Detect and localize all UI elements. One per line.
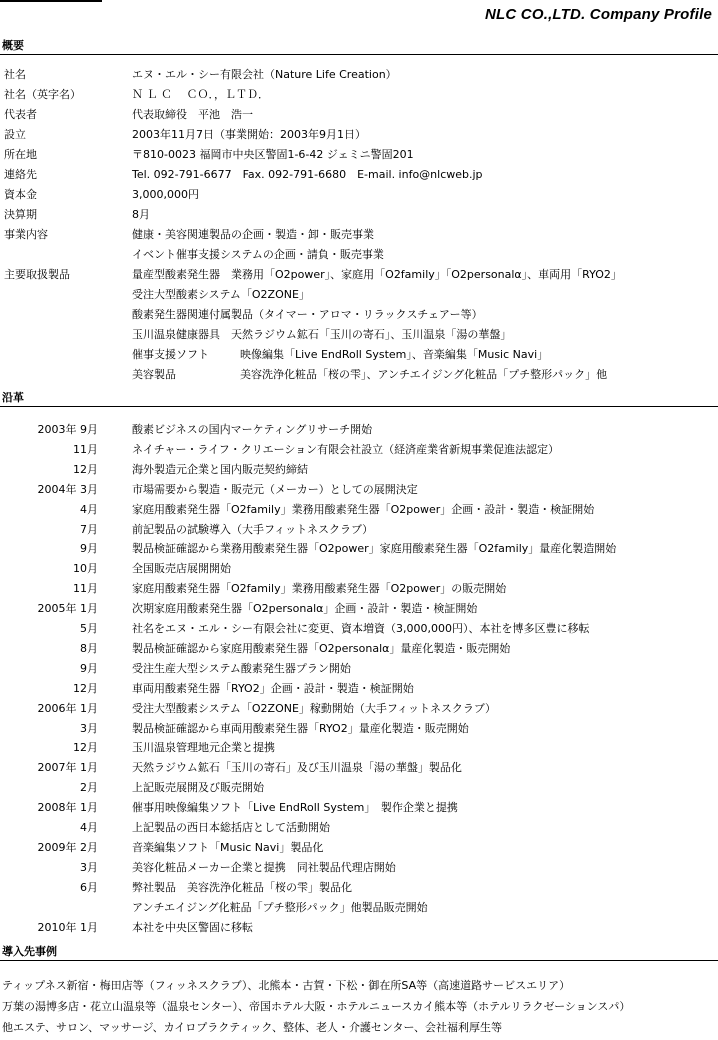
history-event: 酸素ビジネスの国内マーケティングリサーチ開始	[132, 423, 373, 436]
history-date: 8月	[80, 641, 98, 655]
history-event: アンチエイジング化粧品「プチ整形パック」他製品販売開始	[132, 900, 428, 914]
history-row	[0, 838, 718, 858]
case-line: ティップネス新宿・梅田店等（フィッネスクラブ）、北熊本・古賀・下松・御在所SA等（高速道路サービスエリア）	[2, 979, 571, 992]
history-date: 12月	[73, 741, 98, 755]
overview-value: 3,000,000円	[132, 188, 199, 201]
overview-row	[0, 345, 718, 365]
history-row	[0, 818, 718, 838]
overview-row	[0, 365, 718, 385]
overview-value: 8月	[132, 208, 150, 221]
overview-rule	[0, 54, 718, 55]
overview-value: 2003年11月7日（事業開始：2003年9月1日）	[132, 128, 366, 141]
history-row	[0, 599, 718, 619]
product-category: 美容製品	[132, 368, 176, 381]
overview-row	[0, 185, 718, 205]
case-line: 他エステ、サロン、マッサージ、カイロプラクティック、整体、老人・介護センター、会社福利厚生等	[2, 1021, 503, 1034]
history-date: 2007年 1月	[37, 761, 98, 775]
history-event: 全国販売店展開開始	[132, 562, 231, 576]
history-event: 市場需要から製造・販売元（メーカー）としての展開決定	[132, 482, 418, 496]
overview-row	[0, 65, 718, 85]
overview-row	[0, 105, 718, 125]
product-detail: 映像編集「Live EndRoll System」、音楽編集「Music Navi」	[240, 348, 549, 361]
history-date: 9月	[80, 661, 98, 675]
history-event: 製品検証確認から家庭用酸素発生器「O2personalα」量産化製造・販売開始	[132, 641, 511, 655]
history-date: 6月	[80, 880, 98, 894]
history-date: 10月	[73, 562, 98, 576]
history-row	[0, 579, 718, 599]
overview-heading: 概要	[2, 39, 24, 52]
overview-label: 社名（英字名）	[4, 88, 81, 101]
history-date: 7月	[80, 522, 98, 536]
history-row	[0, 878, 718, 898]
overview-row	[0, 145, 718, 165]
history-row	[0, 659, 718, 679]
history-date: 12月	[73, 681, 98, 695]
history-event: 海外製造元企業と国内販売契約締結	[132, 462, 308, 476]
overview-value: 〒810-0023 福岡市中央区警固1-6-42 ジェミニ警固201	[132, 148, 414, 161]
history-event: ネイチャー・ライフ・クリエーション有限会社設立（経済産業省新規事業促進法認定）	[132, 442, 560, 456]
overview-label: 主要取扱製品	[4, 268, 70, 281]
case-line: 万葉の湯博多店・花立山温泉等（温泉センター）、帝国ホテル大阪・ホテルニュースカイ熊本等（ホテルリラクゼーションスパ）	[2, 1000, 631, 1013]
overview-label: 代表者	[4, 108, 37, 121]
overview-row	[0, 325, 718, 345]
history-event: 本社を中央区警固に移転	[132, 920, 253, 934]
history-event: 家庭用酸素発生器「O2family」業務用酸素発生器「O2power」の販売開始	[132, 582, 507, 596]
history-row	[0, 778, 718, 798]
history-row	[0, 480, 718, 500]
history-event: 製品検証確認から車両用酸素発生器「RYO2」量産化製造・販売開始	[132, 721, 469, 735]
overview-value: 受注大型酸素システム「O2ZONE」	[132, 288, 310, 301]
overview-row	[0, 305, 718, 325]
history-date: 2004年 3月	[37, 482, 98, 496]
history-date: 2月	[80, 781, 98, 795]
history-event: 受注生産大型システム酸素発生器プラン開始	[132, 661, 351, 675]
overview-label: 所在地	[4, 148, 37, 161]
history-date: 11月	[73, 442, 98, 456]
history-row	[0, 798, 718, 818]
overview-value: エヌ・エル・シー有限会社（Nature Life Creation）	[132, 68, 397, 81]
history-date: 2006年 1月	[37, 701, 98, 715]
history-event: 次期家庭用酸素発生器「O2personalα」企画・設計・製造・検証開始	[132, 602, 478, 616]
history-rule	[0, 406, 718, 407]
history-row	[0, 460, 718, 480]
overview-row	[0, 225, 718, 245]
overview-row	[0, 265, 718, 285]
history-event: 家庭用酸素発生器「O2family」業務用酸素発生器「O2power」企画・設計・製造・検証開始	[132, 502, 595, 516]
overview-value: 量産型酸素発生器 業務用「O2power」、家庭用「O2family」「O2personalα」、車両用「RYO2」	[132, 268, 622, 281]
overview-value: 健康・美容関連製品の企画・製造・卸・販売事業	[132, 228, 374, 241]
overview-label: 連絡先	[4, 168, 37, 181]
overview-row	[0, 85, 718, 105]
product-detail: 美容洗浄化粧品「桜の雫」、アンチエイジング化粧品「プチ整形パック」他	[240, 368, 608, 381]
history-row	[0, 639, 718, 659]
history-row	[0, 918, 718, 938]
history-event: 弊社製品 美容洗浄化粧品「桜の雫」製品化	[132, 880, 352, 894]
overview-row	[0, 165, 718, 185]
cases-rule	[0, 960, 718, 961]
overview-label: 社名	[4, 68, 26, 81]
history-event: 天然ラジウム鉱石「玉川の寄石」及び玉川温泉「湯の華盤」製品化	[132, 761, 462, 775]
history-row	[0, 758, 718, 778]
overview-label: 事業内容	[4, 228, 48, 241]
history-date: 3月	[80, 721, 98, 735]
history-date: 2003年 9月	[37, 423, 98, 436]
overview-row	[0, 125, 718, 145]
overview-value: 代表取締役 平池 浩一	[132, 108, 253, 121]
history-event: 製品検証確認から業務用酸素発生器「O2power」家庭用酸素発生器「O2family」量産化製造開始	[132, 542, 617, 556]
history-event: 社名をエヌ・エル・シー有限会社に変更、資本増資（3,000,000円）、本社を博多区豊に移転	[132, 622, 590, 635]
history-row	[0, 898, 718, 918]
history-event: 催事用映像編集ソフト「Live EndRoll System」 製作企業と提携	[132, 801, 458, 815]
overview-row	[0, 205, 718, 225]
history-date: 12月	[73, 462, 98, 476]
history-date: 5月	[80, 622, 98, 635]
history-date: 2008年 1月	[37, 801, 98, 815]
history-row	[0, 719, 718, 739]
overview-row	[0, 245, 718, 265]
top-left-rule	[0, 0, 102, 2]
history-row	[0, 420, 718, 440]
history-date: 2009年 2月	[37, 840, 98, 854]
history-event: 上記製品の西日本総括店として活動開始	[132, 821, 330, 834]
overview-label: 設立	[4, 128, 26, 141]
history-date: 2010年 1月	[37, 920, 98, 934]
product-category: 催事支援ソフト	[132, 348, 209, 361]
history-event: 音楽編集ソフト「Music Navi」製品化	[132, 840, 324, 854]
overview-value: Ｎ Ｌ Ｃ ＣＯ．，ＬＴＤ．	[132, 88, 269, 101]
history-event: 前記製品の試験導入（大手フィットネスクラブ）	[132, 522, 374, 536]
history-date: 9月	[80, 542, 98, 556]
history-row	[0, 500, 718, 520]
history-date: 11月	[73, 582, 98, 596]
history-date: 4月	[80, 502, 98, 516]
page-title: NLC CO.,LTD. Company Profile	[485, 6, 712, 23]
overview-value: Tel. 092-791-6677 Fax. 092-791-6680 E-mail. info@nlcweb.jp	[132, 168, 483, 181]
history-date: 4月	[80, 821, 98, 834]
history-row	[0, 559, 718, 579]
history-event: 受注大型酸素システム「O2ZONE」稼動開始（大手フィットネスクラブ）	[132, 701, 497, 715]
overview-value: 玉川温泉健康器具 天然ラジウム鉱石「玉川の寄石」、玉川温泉「湯の華盤」	[132, 328, 512, 341]
history-row	[0, 699, 718, 719]
overview-label: 資本金	[4, 188, 37, 201]
history-date: 2005年 1月	[37, 602, 98, 616]
history-row	[0, 440, 718, 460]
history-event: 美容化粧品メーカー企業と提携 同社製品代理店開始	[132, 860, 396, 874]
history-row	[0, 738, 718, 758]
overview-value: 酸素発生器関連付属製品（タイマー・アロマ・リラックスチェアー等）	[132, 308, 483, 321]
history-row	[0, 858, 718, 878]
overview-value: イベント催事支援システムの企画・請負・販売事業	[132, 248, 384, 261]
history-event: 玉川温泉管理地元企業と提携	[132, 741, 275, 755]
history-row	[0, 679, 718, 699]
overview-label: 決算期	[4, 208, 37, 221]
overview-row	[0, 285, 718, 305]
cases-heading: 導入先事例	[2, 945, 57, 958]
history-event: 上記販売展開及び販売開始	[132, 781, 264, 795]
history-row	[0, 619, 718, 639]
history-heading: 沿革	[2, 391, 24, 404]
history-row	[0, 539, 718, 559]
history-row	[0, 520, 718, 540]
history-date: 3月	[80, 860, 98, 874]
history-event: 車両用酸素発生器「RYO2」企画・設計・製造・検証開始	[132, 681, 414, 695]
